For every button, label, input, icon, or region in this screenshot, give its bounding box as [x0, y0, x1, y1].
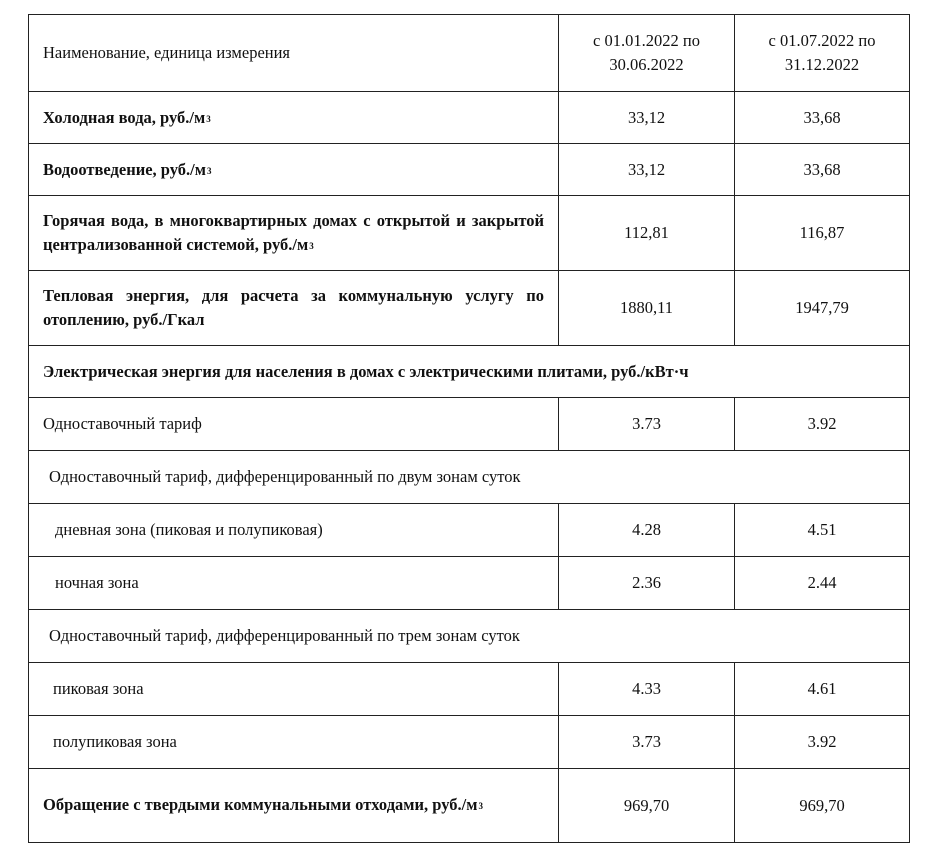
tariff-table: [28, 14, 910, 843]
value-period1: 4.28: [559, 504, 735, 557]
row-label: Холодная вода, руб./м: [43, 107, 206, 127]
value-period1: 1880,11: [559, 271, 735, 346]
row-label: Горячая вода, в многоквартирных домах с открытой и закрытой централизованной системой, руб./м: [43, 210, 544, 254]
value-period1: 4.33: [559, 663, 735, 716]
row-label: пиковая зона: [29, 663, 559, 716]
value-period1: 3.73: [559, 716, 735, 769]
row-label-cell: [29, 196, 559, 271]
value-period2: 969,70: [735, 769, 910, 843]
value-period1: 3.73: [559, 398, 735, 451]
section-heading: Электрическая энергия для населения в домах с электрическими плитами, руб./кВт·ч: [29, 346, 910, 398]
row-label-cell: [29, 144, 559, 196]
table-row-cold-water: [29, 92, 910, 144]
section-row-two-zones: [29, 451, 910, 504]
table-row-night-zone: [29, 557, 910, 610]
table-row-peak-zone: [29, 663, 910, 716]
row-label-cell: [29, 769, 559, 843]
value-period2: 2.44: [735, 557, 910, 610]
value-period2: 1947,79: [735, 271, 910, 346]
value-period1: 33,12: [559, 144, 735, 196]
value-period1: 969,70: [559, 769, 735, 843]
table-row-semipeak-zone: [29, 716, 910, 769]
value-period2: 33,68: [735, 144, 910, 196]
value-period1: 33,12: [559, 92, 735, 144]
row-label: дневная зона (пиковая и полупиковая): [29, 504, 559, 557]
row-label-cell: [29, 92, 559, 144]
unit-superscript: 3: [206, 113, 211, 124]
row-label: Тепловая энергия, для расчета за коммунальную услугу по отоплению, руб./Гкал: [43, 286, 544, 329]
value-period2: 3.92: [735, 398, 910, 451]
unit-superscript: 3: [309, 240, 314, 251]
unit-superscript: 3: [206, 165, 212, 176]
table-row-drainage: [29, 144, 910, 196]
table-row-solid-waste: [29, 769, 910, 843]
header-period2-cell: с 01.07.2022 по 31.12.2022: [735, 15, 910, 92]
row-label: полупиковая зона: [29, 716, 559, 769]
value-period1: 112,81: [559, 196, 735, 271]
row-label: ночная зона: [29, 557, 559, 610]
header-name-cell: Наименование, единица измерения: [29, 15, 559, 92]
section-row-three-zones: [29, 610, 910, 663]
value-period2: 3.92: [735, 716, 910, 769]
table-row-day-zone: [29, 504, 910, 557]
row-label: Одноставочный тариф: [29, 398, 559, 451]
row-label: Обращение с твердыми коммунальными отходами, руб./м: [43, 795, 478, 814]
table-row-heat: [29, 271, 910, 346]
table-row-single-rate: [29, 398, 910, 451]
value-period1: 2.36: [559, 557, 735, 610]
row-label: Водоотведение, руб./м: [43, 159, 206, 179]
header-row: [29, 15, 910, 92]
table-row-hot-water: [29, 196, 910, 271]
header-period1-cell: с 01.01.2022 по 30.06.2022: [559, 15, 735, 92]
value-period2: 33,68: [735, 92, 910, 144]
section-heading: Одноставочный тариф, дифференцированный по трем зонам суток: [29, 610, 910, 663]
value-period2: 4.51: [735, 504, 910, 557]
value-period2: 116,87: [735, 196, 910, 271]
section-row-electricity: [29, 346, 910, 398]
unit-superscript: 3: [478, 801, 483, 811]
row-label-cell: [29, 271, 559, 346]
section-heading: Одноставочный тариф, дифференцированный по двум зонам суток: [29, 451, 910, 504]
value-period2: 4.61: [735, 663, 910, 716]
